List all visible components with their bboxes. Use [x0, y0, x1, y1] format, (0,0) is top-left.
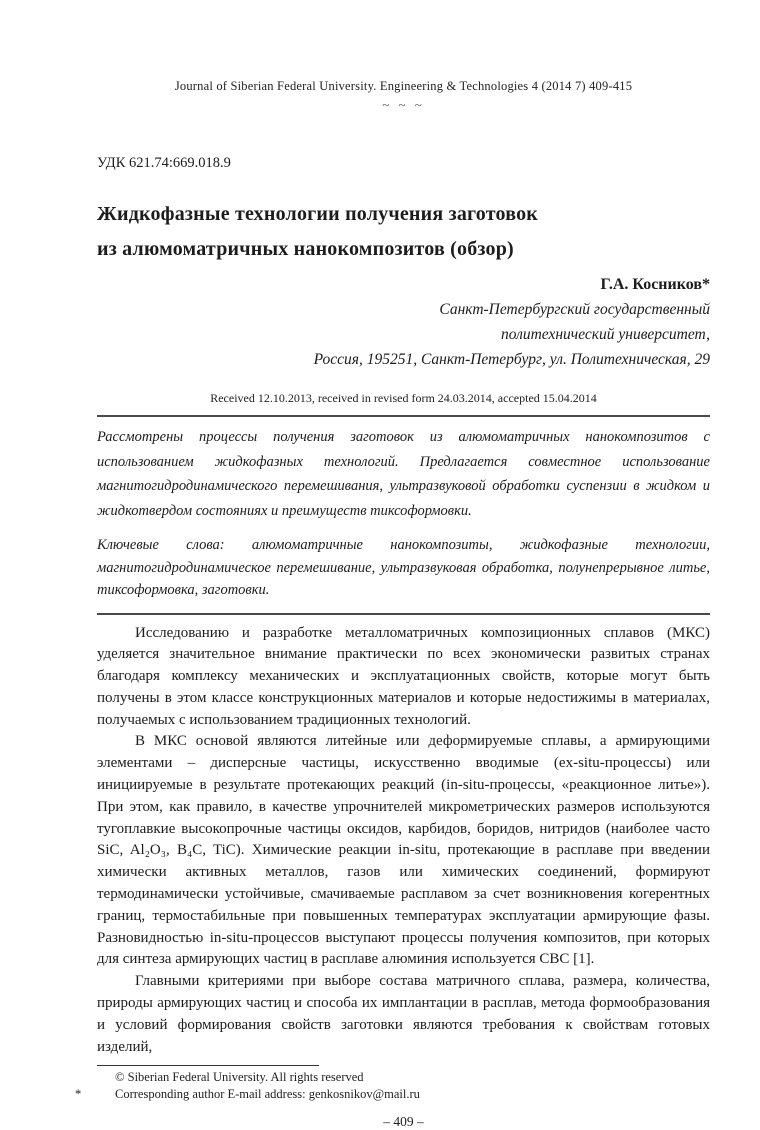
article-title: [97, 197, 710, 267]
divider-bottom: [97, 613, 710, 615]
affiliation-line-2: политехнический университет,: [500, 326, 710, 343]
keywords-text: Ключевые слова: алюмоматричные нанокомпозиты, жидкофазные технологии, магнитогидродинамическое перемешивание, ультразвуковая обработка, полунепрерывное литье, тиксоформовка, заготовки.: [97, 537, 710, 598]
received-dates: Received 12.10.2013, received in revised form 24.03.2014, accepted 15.04.2014: [210, 391, 597, 405]
copyright-notice: © Siberian Federal University. All rights reserved: [115, 1070, 364, 1085]
abstract-text: Рассмотрены процессы получения заготовок из алюмоматричных нанокомпозитов с использованием жидкофазных технологий. Предлагается совместное использование магнитогидродинамического перемешивания, ультразвуковой обработки суспензии в жидком и жидкотвердом состояниях и преимуществ тиксоформовки.: [97, 429, 710, 519]
author-affiliation: [97, 297, 710, 372]
article-body: [97, 623, 710, 1059]
footnote-marker: *: [75, 1087, 82, 1102]
body-paragraph-2: В МКС основой являются литейные или деформируемые сплавы, а армирующими элементами – дисперсные частицы, искусственно вводимые (ex-situ-процессы) или инициируемые в результате протекающих реакций (in-situ-процессы, «реакционное литье»). При этом, как правило, в качестве упрочнителей микрометрических размеров используются тугоплавкие высокопрочные частицы оксидов, карбидов, боридов, нитридов (наиболее часто SiC, Al₂O₃, B₄C, TiC). Химические реакции in-situ, протекающие в расплаве при введении химически активных металлов, газов или химических соединений, формируют термодинамически устойчивые, смачиваемые расплавом за счет возникновения когерентных границ, термостабильные при повышенных температурах эксплуатации армирующие фазы. Разновидностью in-situ-процессов выступают процессы получения композитов, при которых для синтеза армирующих частиц в расплаве алюминия используется СВС [1].: [97, 733, 710, 968]
separator-tildes: ~ ~ ~: [382, 97, 425, 112]
affiliation-line-1: Санкт-Петербургский государственный: [439, 301, 710, 318]
article-title-line-1: Жидкофазные технологии получения заготовок: [97, 203, 538, 225]
divider-top: [97, 415, 710, 417]
body-paragraph-1: Исследованию и разработке металломатричных композиционных сплавов (МКС) уделяется значительное внимание практически по всех экономически развитых странах благодаря комплексу механических и эксплуатационных свойств, которые могут быть получены в этом классе конструкционных материалов и которые недостижимы в материалах, получаемых с использованием традиционных технологий.: [97, 624, 710, 728]
article-title-line-2: из алюмоматричных нанокомпозитов (обзор): [97, 238, 514, 260]
author-name: Г.А. Косников*: [600, 276, 710, 293]
corresponding-author-line: [75, 1086, 710, 1103]
affiliation-line-3: Россия, 195251, Санкт-Петербург, ул. Политехническая, 29: [313, 351, 710, 368]
journal-header-line: Journal of Siberian Federal University. Engineering & Technologies 4 (2014 7) 409-415: [174, 79, 633, 93]
footnote-divider: [97, 1065, 319, 1066]
corresponding-author-note: Corresponding author E-mail address: genkosnikov@mail.ru: [115, 1087, 420, 1102]
footnote-block: [75, 1065, 710, 1103]
udk-code: УДК 621.74:669.018.9: [97, 155, 231, 171]
body-paragraph-3: Главными критериями при выборе состава матричного сплава, размера, количества, природы армирующих частиц и способа их имплантации в расплав, метода формообразования и условий формирования свойств заготовки являются требования к свойствам готовых изделий,: [97, 973, 710, 1055]
page-number: – 409 –: [383, 1114, 424, 1130]
